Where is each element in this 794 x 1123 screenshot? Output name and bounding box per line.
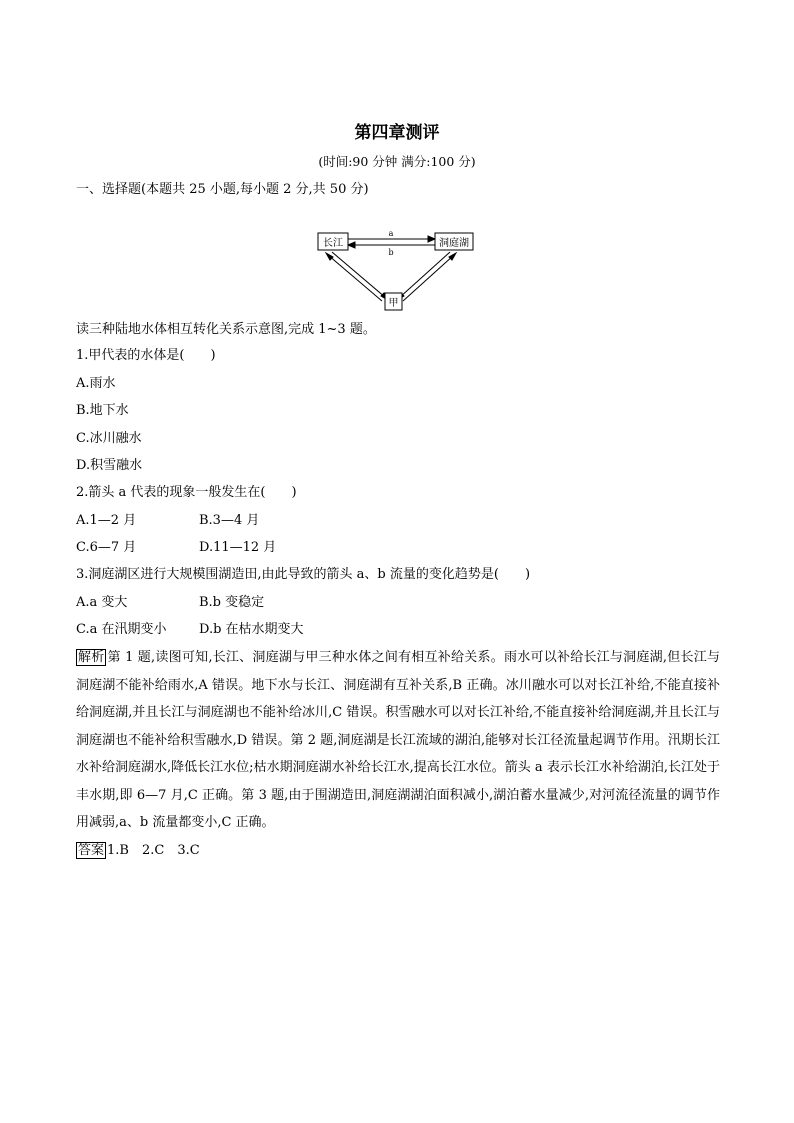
left-link-1 <box>332 252 386 298</box>
q3-stem: 3.洞庭湖区进行大规模围湖造田,由此导致的箭头 a、b 流量的变化趋势是( ) <box>76 567 531 582</box>
question-intro: 读三种陆地水体相互转化关系示意图,完成 1~3 题。 <box>76 322 376 337</box>
q2-option-c: C.6—7 月 <box>76 540 137 555</box>
q3-option-b: B.b 变稳定 <box>199 595 265 610</box>
arrow-a-head <box>428 236 435 242</box>
left-link-2 <box>328 255 382 301</box>
q1-option-b: B.地下水 <box>76 403 129 418</box>
q2-stem: 2.箭头 a 代表的现象一般发生在( ) <box>76 485 297 500</box>
arrow-a-label: a <box>388 229 394 238</box>
q1-option-d: D.积雪融水 <box>76 458 143 473</box>
q1-option-a: A.雨水 <box>76 376 116 391</box>
q3-option-d: D.b 在枯水期变大 <box>199 622 304 637</box>
right-link-1 <box>399 252 450 298</box>
answer-label: 答案 <box>78 843 105 858</box>
q3-option-a: A.a 变大 <box>76 595 128 610</box>
page-title: 第四章测评 <box>354 123 440 143</box>
answer-text: 1.B 2.C 3.C <box>107 843 200 858</box>
analysis-label: 解析 <box>78 650 105 665</box>
answer-block <box>76 842 200 860</box>
section-heading: 一、选择题(本题共 25 小题,每小题 2 分,共 50 分) <box>76 182 369 197</box>
analysis-block <box>76 644 720 837</box>
arrow-b-head <box>348 242 355 248</box>
q1-option-c: C.冰川融水 <box>76 431 142 446</box>
exam-meta: (时间:90 分钟 满分:100 分) <box>318 154 476 169</box>
q3-option-c: C.a 在汛期变小 <box>76 622 167 637</box>
q2-option-b: B.3—4 月 <box>199 513 260 528</box>
q2-option-a: A.1—2 月 <box>76 513 137 528</box>
analysis-text: 第 1 题,读图可知,长江、洞庭湖与甲三种水体之间有相互补给关系。雨水可以补给长江与洞庭湖,但长江与洞庭湖不能补给雨水,A 错误。地下水与长江、洞庭湖有互补关系,B 正确。冰川融水可以对长江补给,不能直接补给洞庭湖,并且长江与洞庭湖也不能补给冰川,C 错误。积雪融水可以对长江补给,不能直接补给洞庭湖,并且长江与洞庭湖也不能补给积雪融水,D 错误。第 2 题,洞庭湖是长江流域的湖泊,能够对长江径流量起调节作用。汛期长江水补给洞庭湖水,降低长江水位;枯水期洞庭湖水补给长江水,提高长江水位。箭头 a 表示长江水补给湖泊,长江处于丰水期,即 6—7 月,C 正确。第 3 题,由于围湖造田,洞庭湖湖泊面积减小,湖泊蓄水量减少,对河流径流量的调节作用减弱,a、b 流量都变小,C 正确。 <box>76 650 720 830</box>
node-dongting: 洞庭湖 <box>439 238 469 249</box>
arrow-b-label: b <box>388 248 394 257</box>
q1-stem: 1.甲代表的水体是( ) <box>76 348 216 363</box>
water-relation-diagram <box>300 225 490 325</box>
node-jia: 甲 <box>388 298 399 309</box>
right-link-2 <box>403 255 454 301</box>
node-changjiang: 长江 <box>323 238 343 249</box>
q2-option-d: D.11—12 月 <box>199 540 277 555</box>
